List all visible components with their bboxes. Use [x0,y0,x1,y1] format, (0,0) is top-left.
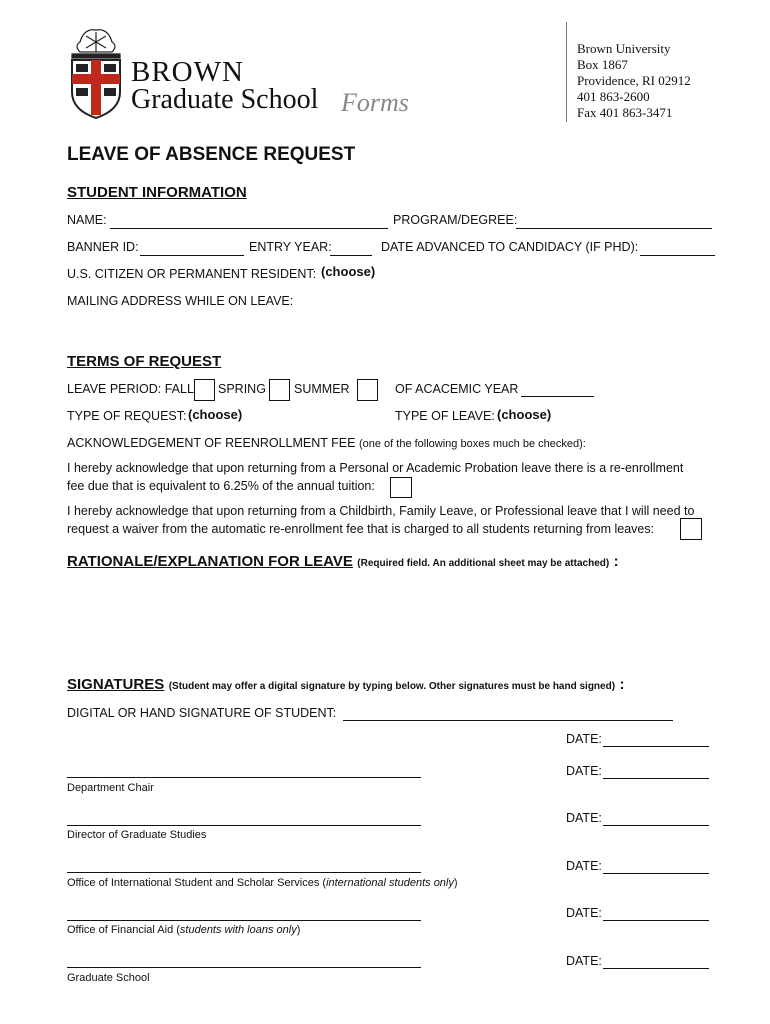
ack2-line2: request a waiver from the automatic re-enrollment fee that is charged to all students returning from leaves: [67,522,655,536]
signer-title [67,924,300,936]
student-date-field[interactable] [603,746,709,747]
signer-title-tail: ) [453,877,458,889]
terms-heading: TERMS OF REQUEST [67,353,222,370]
date-label: DATE: [566,954,602,968]
oisss-date-field[interactable] [603,873,709,874]
mailing-label: MAILING ADDRESS WHILE ON LEAVE: [67,294,294,308]
summer-label: SUMMER [294,382,350,396]
signer-title-text: Office of Financial Aid ( [67,924,180,936]
name-field[interactable] [110,228,388,229]
address-block [577,41,691,121]
ack1-checkbox[interactable] [390,477,412,498]
ack-label [67,436,586,450]
address-line: Fax 401 863-3471 [577,105,673,120]
signatures-note: (Student may offer a digital signature by typing below. Other signatures must be hand signed) [168,681,616,692]
entry-year-field[interactable] [330,255,372,256]
address-line: Box 1867 [577,57,628,72]
student-signature-field[interactable] [343,720,673,721]
rationale-note: (Required field. An additional sheet may be attached) [357,558,610,569]
grad-school-signature-field[interactable] [67,967,421,968]
entry-year-label: ENTRY YEAR: [249,240,332,254]
date-advanced-label: DATE ADVANCED TO CANDIDACY (IF PHD): [381,240,639,254]
ack-note: (one of the following boxes much be checked): [358,438,586,450]
address-line: Brown University [577,41,671,56]
leave-period-label: LEAVE PERIOD: FALL [67,382,194,396]
academic-year-field[interactable] [521,396,594,397]
signer-title-tail: ) [296,924,301,936]
signer-title: Graduate School [67,972,150,984]
rationale-field[interactable] [67,578,712,668]
summer-checkbox[interactable] [357,379,378,401]
citizen-label: U.S. CITIZEN OR PERMANENT RESIDENT: [67,267,317,281]
rationale-colon: : [613,553,619,570]
ack2-line1: I hereby acknowledge that upon returning from a Childbirth, Family Leave, or Professional leave that I will need to [67,504,695,518]
dept-chair-date-field[interactable] [603,778,709,779]
financial-aid-signature-field[interactable] [67,920,421,921]
ack1-line1: I hereby acknowledge that upon returning from a Personal or Academic Probation leave there is a re-enrollment [67,461,684,475]
financial-aid-date-field[interactable] [603,920,709,921]
student-date-label: DATE: [566,732,602,746]
mailing-field[interactable] [300,290,710,330]
signer-title [67,877,458,889]
signer-title-note: students with loans only [179,924,297,936]
rationale-heading-row [67,553,619,571]
ack-label-text: ACKNOWLEDGEMENT OF REENROLLMENT FEE [67,436,356,450]
banner-id-label: BANNER ID: [67,240,139,254]
address-line: 401 863-2600 [577,89,650,104]
type-leave-select[interactable]: (choose) [497,407,552,422]
fall-checkbox[interactable] [194,379,215,401]
ack1-line2: fee due that is equivalent to 6.25% of the annual tuition: [67,479,375,493]
student-signature-label: DIGITAL OR HAND SIGNATURE OF STUDENT: [67,706,337,720]
banner-id-field[interactable] [140,255,244,256]
header-divider [566,22,567,122]
signatures-heading-row [67,676,625,694]
brand-school: Graduate School [131,84,319,115]
type-request-label: TYPE OF REQUEST: [67,409,187,423]
student-info-heading: STUDENT INFORMATION [67,184,247,201]
signer-title: Director of Graduate Studies [67,829,207,841]
spring-checkbox[interactable] [269,379,290,401]
form-title: LEAVE OF ABSENCE REQUEST [67,144,356,165]
brown-logo [66,22,126,122]
program-label: PROGRAM/DEGREE: [393,213,518,227]
brand-forms: Forms [341,88,409,117]
address-line: Providence, RI 02912 [577,73,691,88]
brand-word: BROWN [131,56,244,88]
signer-title-note: international students only [326,877,454,889]
program-field[interactable] [516,228,712,229]
date-advanced-field[interactable] [640,255,715,256]
spring-label: SPRING [218,382,266,396]
name-label: NAME: [67,213,107,227]
academic-year-label: OF ACACEMIC YEAR [395,382,519,396]
grad-school-date-field[interactable] [603,968,709,969]
dept-chair-signature-field[interactable] [67,777,421,778]
date-label: DATE: [566,859,602,873]
signatures-colon: : [619,676,625,693]
rationale-heading: RATIONALE/EXPLANATION FOR LEAVE [67,553,353,570]
signer-title-text: Office of International Student and Scholar Services ( [67,877,327,889]
oisss-signature-field[interactable] [67,872,421,873]
type-request-select[interactable]: (choose) [188,407,243,422]
date-label: DATE: [566,906,602,920]
dgs-date-field[interactable] [603,825,709,826]
type-leave-label: TYPE OF LEAVE: [395,409,495,423]
date-label: DATE: [566,764,602,778]
citizen-select[interactable]: (choose) [321,264,376,279]
signatures-heading: SIGNATURES [67,676,165,693]
signer-title: Department Chair [67,782,154,794]
date-label: DATE: [566,811,602,825]
ack2-checkbox[interactable] [680,518,702,540]
dgs-signature-field[interactable] [67,825,421,826]
